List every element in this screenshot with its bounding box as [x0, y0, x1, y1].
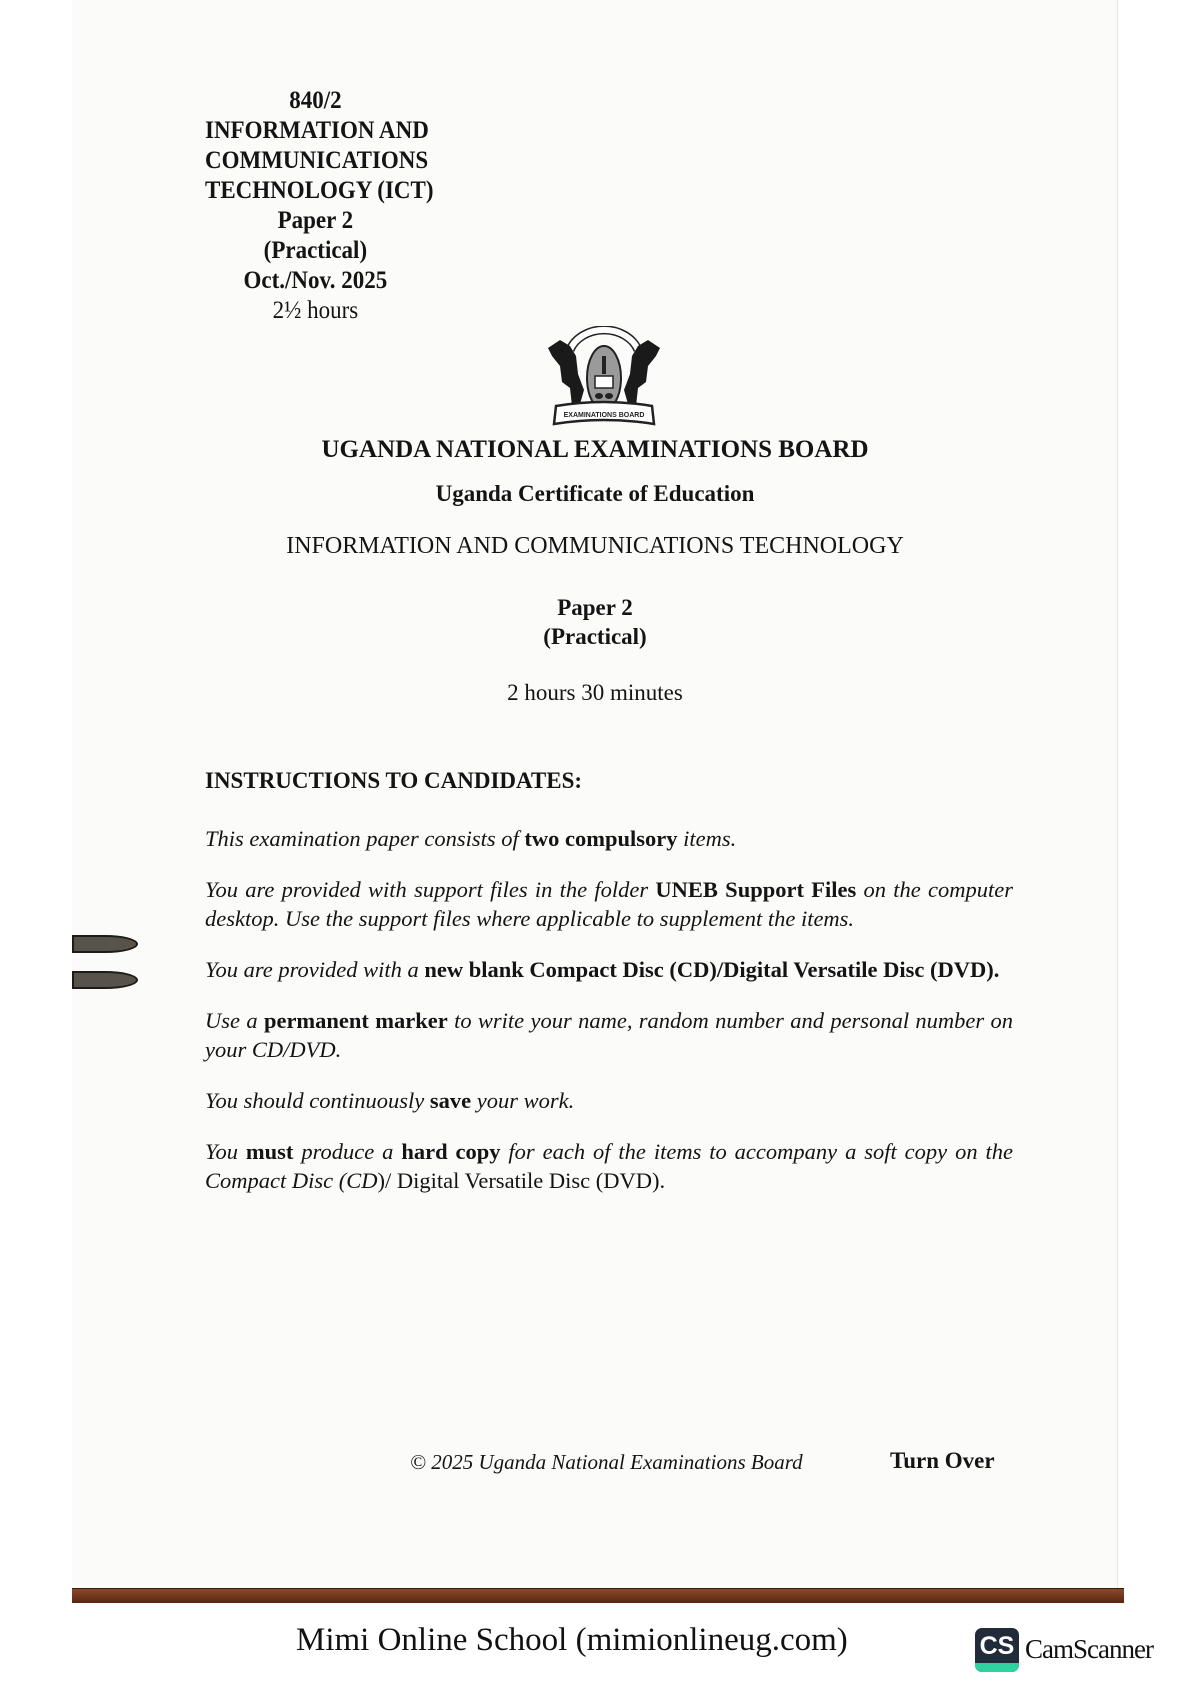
svg-text:EXAMINATIONS BOARD: EXAMINATIONS BOARD	[563, 412, 645, 419]
instruction-item	[205, 1006, 1013, 1064]
paper-title-block	[0, 593, 1190, 651]
paper-header-block	[205, 86, 434, 326]
paper-code: 840/2	[289, 87, 342, 114]
copyright-notice: © 2025 Uganda National Examinations Board	[410, 1450, 803, 1474]
instruction-text-segment: )/ Digital Versatile Disc (DVD).	[377, 1168, 666, 1193]
instruction-item	[205, 955, 1013, 984]
instruction-item	[205, 1086, 1013, 1115]
exam-duration-short: 2½ hours	[272, 297, 359, 324]
instruction-item	[205, 824, 1013, 853]
camscanner-logo-icon	[975, 1628, 1019, 1672]
instructions-list	[205, 824, 1013, 1195]
instruction-item	[205, 875, 1013, 933]
instruction-text-segment: CD	[346, 1168, 378, 1193]
subject-line-2: COMMUNICATIONS	[205, 147, 429, 174]
board-name: UGANDA NATIONAL EXAMINATIONS BOARD	[321, 436, 869, 463]
watermark-text: Mimi Online School (mimionlineug.com)	[296, 1622, 848, 1658]
instruction-text-segment: save	[429, 1088, 472, 1113]
instruction-text-segment: hard copy	[401, 1139, 501, 1164]
instruction-text-segment: This examination paper consists of	[205, 826, 525, 851]
certificate-name: Uganda Certificate of Education	[435, 481, 755, 506]
paper-type-title: (Practical)	[543, 624, 647, 649]
uneb-coat-of-arms-icon	[540, 326, 668, 430]
camscanner-badge-text: CS	[979, 1632, 1015, 1660]
instruction-text-segment: on the computer desktop. Use the support files where applicable to supplement the items.	[205, 877, 1013, 931]
instruction-text-segment: UNEB Support Files	[655, 877, 857, 902]
subject-line-1: INFORMATION AND	[205, 117, 429, 144]
paper-title: Paper 2	[557, 595, 633, 620]
instructions-section	[205, 768, 1013, 1217]
camscanner-accent-band	[975, 1663, 1019, 1672]
paper-type: (Practical)	[263, 237, 368, 264]
marker-stroke-2	[72, 971, 138, 989]
instruction-text-segment: must	[245, 1139, 294, 1164]
subject-title: INFORMATION AND COMMUNICATIONS TECHNOLOGY	[286, 533, 904, 559]
paper-number: Paper 2	[277, 207, 354, 234]
turn-over-label: Turn Over	[890, 1448, 995, 1473]
instruction-text-segment: new blank Compact Disc (CD)/Digital Versatile Disc (DVD).	[424, 957, 1000, 982]
instruction-text-segment: two compulsory	[524, 826, 678, 851]
instruction-text-segment: You are provided with support files in the folder	[205, 877, 656, 902]
instruction-text-segment: items.	[677, 826, 737, 851]
instruction-text-segment: for each of the items to accompany a soft copy on the Compact Disc (	[205, 1139, 1013, 1193]
instruction-item	[205, 1137, 1013, 1195]
marker-stroke-1	[72, 935, 138, 953]
instructions-heading: INSTRUCTIONS TO CANDIDATES:	[205, 768, 583, 793]
instruction-text-segment: your work.	[471, 1088, 575, 1113]
instruction-text-segment: to write your name, random number and personal number on your CD/DVD.	[205, 1008, 1013, 1062]
instruction-text-segment: You are provided with a	[205, 957, 425, 982]
exam-duration: 2 hours 30 minutes	[507, 680, 683, 705]
subject-line-3: TECHNOLOGY (ICT)	[205, 177, 434, 204]
scan-bottom-edge	[72, 1588, 1124, 1603]
instruction-text-segment: produce a	[293, 1139, 402, 1164]
instruction-text-segment: permanent marker	[263, 1008, 448, 1033]
camscanner-name: CamScanner	[1025, 1634, 1153, 1664]
instruction-text-segment: You	[205, 1139, 246, 1164]
instruction-text-segment: Use a	[205, 1008, 264, 1033]
exam-session: Oct./Nov. 2025	[243, 267, 388, 294]
instruction-text-segment: You should continuously	[205, 1088, 430, 1113]
